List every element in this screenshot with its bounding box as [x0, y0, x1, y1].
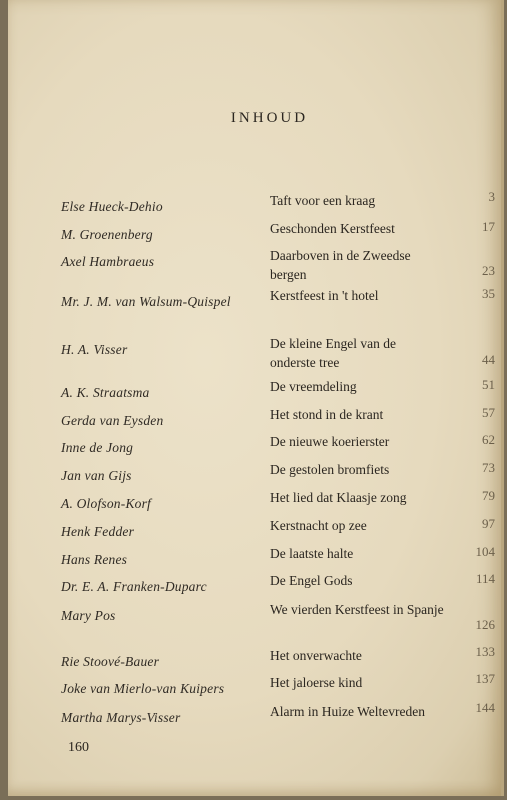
toc-page: 79	[482, 488, 495, 503]
toc-title: We vierden Kerstfeest in Spanje	[270, 602, 444, 617]
toc-page: 114	[475, 571, 495, 586]
toc-author: Gerda van Eysden	[61, 413, 164, 428]
toc-page: 104	[475, 544, 495, 559]
toc-author: H. A. Visser	[61, 342, 128, 357]
toc-title: De vreemdeling	[270, 379, 357, 394]
toc-title: Het stond in de krant	[270, 407, 384, 422]
toc-title: De nieuwe koerierster	[270, 434, 390, 449]
toc-title: De kleine Engel van de onderste tree	[270, 336, 396, 370]
toc-entry	[8, 338, 501, 378]
toc-page: 44	[482, 352, 495, 367]
toc-title: Alarm in Huize Weltevreden	[270, 704, 425, 719]
toc-page: 133	[475, 644, 495, 659]
toc-title: Taft voor een kraag	[270, 193, 376, 208]
toc-author: Hans Renes	[61, 552, 128, 567]
toc-entry	[8, 286, 501, 330]
toc-page: 3	[488, 189, 495, 204]
toc-author: Rie Stoové-Bauer	[61, 654, 160, 669]
toc-title: De gestolen bromfiets	[270, 462, 390, 477]
toc-page: 23	[482, 263, 495, 278]
toc-page: 35	[482, 286, 495, 301]
toc-author: Else Hueck-Dehio	[61, 199, 163, 214]
toc-title: Het onverwachte	[270, 648, 362, 663]
book-page	[8, 0, 504, 796]
toc-title: Het jaloerse kind	[270, 675, 363, 690]
toc-title: Geschonden Kerstfeest	[270, 221, 395, 236]
toc-title: De laatste halte	[270, 546, 354, 561]
toc-title: De Engel Gods	[270, 573, 353, 588]
page-number: 160	[68, 740, 89, 755]
toc-author: Dr. E. A. Franken-Duparc	[61, 579, 207, 594]
toc-author: Martha Marys-Visser	[61, 710, 181, 725]
toc-author: Mary Pos	[61, 608, 116, 623]
toc-author: A. Olofson-Korf	[61, 496, 152, 511]
toc-page: 51	[482, 377, 495, 392]
toc-author: M. Groenenberg	[61, 227, 153, 242]
toc-page: 97	[482, 516, 495, 531]
toc-author: Inne de Jong	[61, 440, 134, 455]
toc-page: 144	[475, 700, 495, 715]
toc-page: 137	[475, 671, 495, 686]
toc-title: Kerstfeest in 't hotel	[270, 288, 379, 303]
toc-title: Daarboven in de Zweedse bergen	[270, 248, 411, 282]
toc-page: 17	[482, 219, 495, 234]
toc-author: A. K. Straatsma	[61, 385, 150, 400]
toc-title: Kerstnacht op zee	[270, 518, 367, 533]
toc-entry	[8, 250, 501, 290]
toc-title: Het lied dat Klaasje zong	[270, 490, 407, 505]
toc-author: Joke van Mierlo-van Kuipers	[61, 681, 225, 696]
toc-author: Axel Hambraeus	[61, 254, 155, 269]
toc-author: Jan van Gijs	[61, 468, 132, 483]
toc-author: Mr. J. M. van Walsum-Quispel	[61, 294, 231, 309]
toc-page: 126	[475, 617, 495, 632]
toc-page: 73	[482, 460, 495, 475]
toc-author: Henk Fedder	[61, 524, 135, 539]
toc-entry	[8, 604, 501, 644]
toc-page: 62	[482, 432, 495, 447]
page-heading: INHOUD	[230, 110, 309, 126]
toc-page: 57	[482, 405, 495, 420]
